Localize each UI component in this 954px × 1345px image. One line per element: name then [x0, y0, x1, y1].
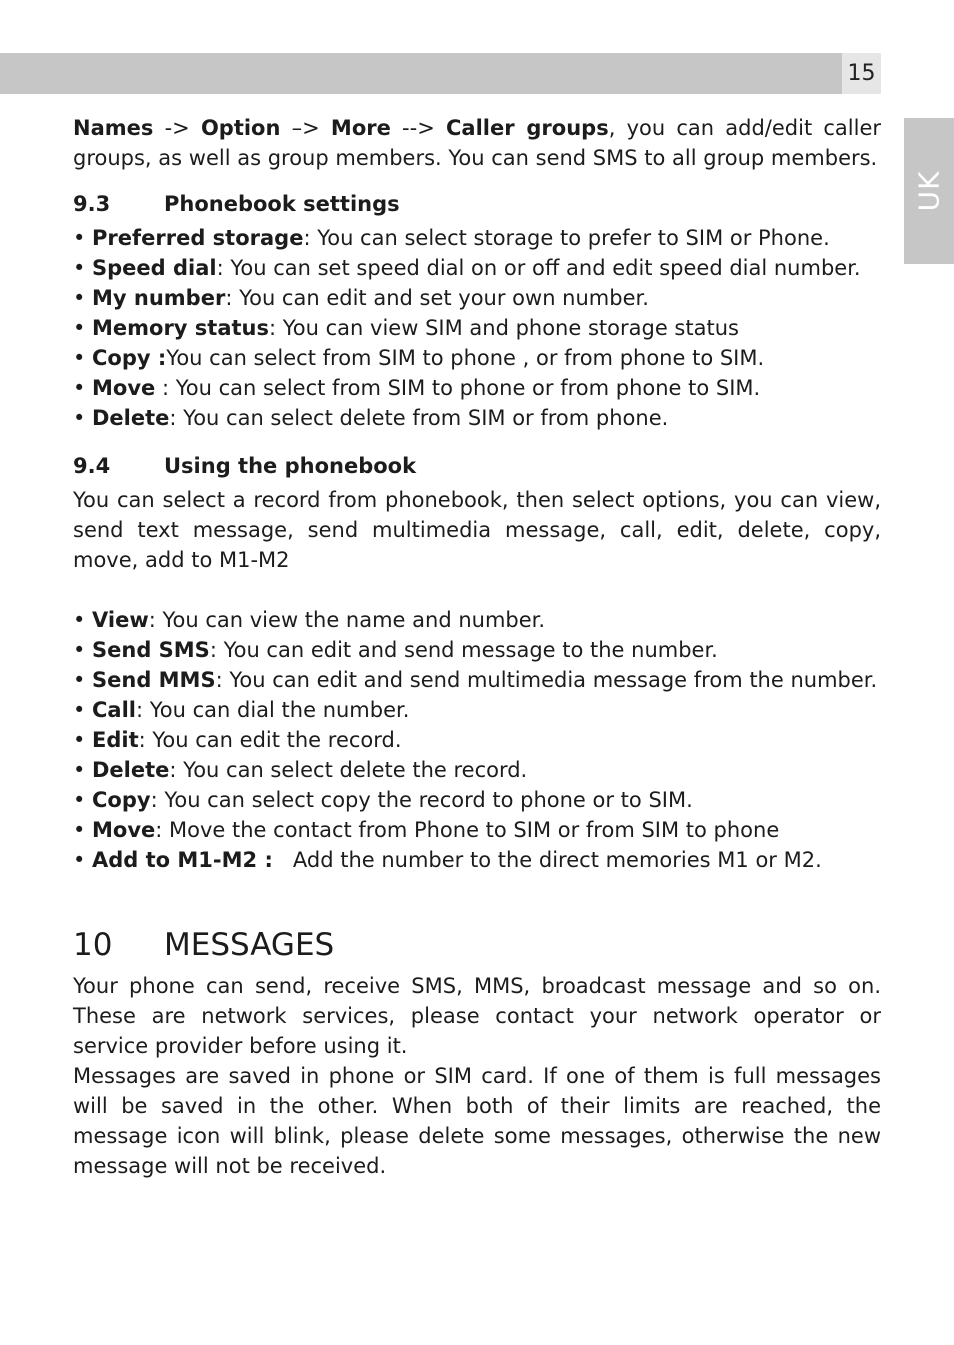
bullet-icon: •: [73, 226, 86, 250]
bullet-icon: •: [73, 638, 86, 662]
intro-text: , you can add/edit caller groups, as well as group members. You can send SMS to all group members.: [73, 116, 882, 170]
list-item: [73, 845, 881, 875]
bullet-icon: •: [73, 818, 86, 842]
item-term: Memory status: [92, 316, 270, 340]
menu-path-names: Names: [73, 116, 154, 140]
chapter-paragraph: Your phone can send, receive SMS, MMS, broadcast message and so on. These are network services, please contact your network operator or service provider before using it.: [73, 974, 881, 1058]
item-description: : You can select delete from SIM or from phone.: [169, 406, 669, 430]
page-number: 15: [842, 53, 881, 94]
item-description: : You can edit and send multimedia message from the number.: [215, 668, 878, 692]
menu-path-separator: ->: [153, 116, 201, 140]
item-description: : You can edit the record.: [138, 728, 402, 752]
section-intro-paragraph: You can select a record from phonebook, then select options, you can view, send text message, send multimedia message, call, edit, delete, copy, move, add to M1-M2: [73, 488, 881, 572]
item-term: My number: [92, 286, 226, 310]
item-term: Send SMS: [92, 638, 210, 662]
list-item: [73, 665, 881, 695]
menu-path-separator: –>: [280, 116, 331, 140]
section-number: 9.4: [73, 454, 111, 478]
list-item: [73, 605, 881, 635]
bullet-icon: •: [73, 848, 86, 872]
chapter-number: 10: [73, 927, 113, 963]
section-heading-9-3: [73, 189, 881, 219]
item-term: Send MMS: [92, 668, 216, 692]
language-tab: [904, 118, 954, 264]
bullet-icon: •: [73, 608, 86, 632]
bullet-icon: •: [73, 256, 86, 280]
item-term: View: [92, 608, 149, 632]
list-item: [73, 343, 881, 373]
list-item: [73, 373, 881, 403]
item-term: Call: [92, 698, 136, 722]
item-description: : You can select from SIM to phone or from phone to SIM.: [155, 376, 761, 400]
language-tab-label: UK: [912, 170, 946, 212]
item-description: Add the number to the direct memories M1 or M2.: [272, 848, 822, 872]
bullet-icon: •: [73, 788, 86, 812]
item-description: : You can dial the number.: [135, 698, 410, 722]
bullet-icon: •: [73, 286, 86, 310]
list-item: [73, 755, 881, 785]
phonebook-settings-list: [73, 223, 881, 433]
section-heading-9-4: [73, 451, 881, 481]
intro-paragraph: [73, 113, 881, 173]
item-term: Move: [92, 818, 156, 842]
list-item: [73, 223, 881, 253]
section-number: 9.3: [73, 192, 111, 216]
item-description: : You can view SIM and phone storage status: [269, 316, 739, 340]
item-description: : You can select delete the record.: [169, 758, 528, 782]
item-description: : You can edit and send message to the number.: [209, 638, 718, 662]
bullet-icon: •: [73, 758, 86, 782]
menu-path-option: Option: [200, 116, 281, 140]
menu-path-more: More: [330, 116, 391, 140]
bullet-icon: •: [73, 346, 86, 370]
list-item: [73, 313, 881, 343]
menu-path-separator: -->: [390, 116, 446, 140]
item-description: : You can edit and set your own number.: [225, 286, 649, 310]
item-description: : You can set speed dial on or off and edit speed dial number.: [216, 256, 861, 280]
item-description: : You can view the name and number.: [148, 608, 546, 632]
item-term: Copy: [92, 788, 151, 812]
list-item: [73, 635, 881, 665]
bullet-icon: •: [73, 668, 86, 692]
item-term: Copy :: [92, 346, 167, 370]
header-bar: [0, 53, 842, 94]
menu-path-caller-groups: Caller groups: [446, 116, 609, 140]
chapter-heading-10: [73, 925, 881, 965]
bullet-icon: •: [73, 698, 86, 722]
bullet-icon: •: [73, 728, 86, 752]
chapter-title: MESSAGES: [164, 927, 335, 963]
list-item: [73, 815, 881, 845]
page-content: [73, 113, 881, 1181]
list-item: [73, 695, 881, 725]
phonebook-options-list: [73, 605, 881, 875]
item-description: : You can select copy the record to phone or to SIM.: [150, 788, 693, 812]
item-description: : Move the contact from Phone to SIM or from SIM to phone: [155, 818, 780, 842]
list-item: [73, 253, 881, 283]
list-item: [73, 403, 881, 433]
bullet-icon: •: [73, 406, 86, 430]
item-term: Edit: [92, 728, 139, 752]
bullet-icon: •: [73, 316, 86, 340]
list-item: [73, 725, 881, 755]
item-term: Move: [92, 376, 156, 400]
list-item: [73, 283, 881, 313]
section-title: Using the phonebook: [164, 454, 417, 478]
section-title: Phonebook settings: [164, 192, 400, 216]
bullet-icon: •: [73, 376, 86, 400]
item-description: : You can select storage to prefer to SIM or Phone.: [303, 226, 830, 250]
item-description: You can select from SIM to phone , or from phone to SIM.: [166, 346, 765, 370]
item-term: Delete: [92, 758, 170, 782]
item-term: Preferred storage: [92, 226, 304, 250]
chapter-paragraph: Messages are saved in phone or SIM card. If one of them is full messages will be saved in the other. When both of their limits are reached, the message icon will blink, please delete some messages, otherwise the new message will not be received.: [73, 1064, 881, 1178]
spacer: [73, 575, 881, 605]
list-item: [73, 785, 881, 815]
item-term: Delete: [92, 406, 170, 430]
item-term: Speed dial: [92, 256, 217, 280]
item-term: Add to M1-M2 :: [92, 848, 273, 872]
